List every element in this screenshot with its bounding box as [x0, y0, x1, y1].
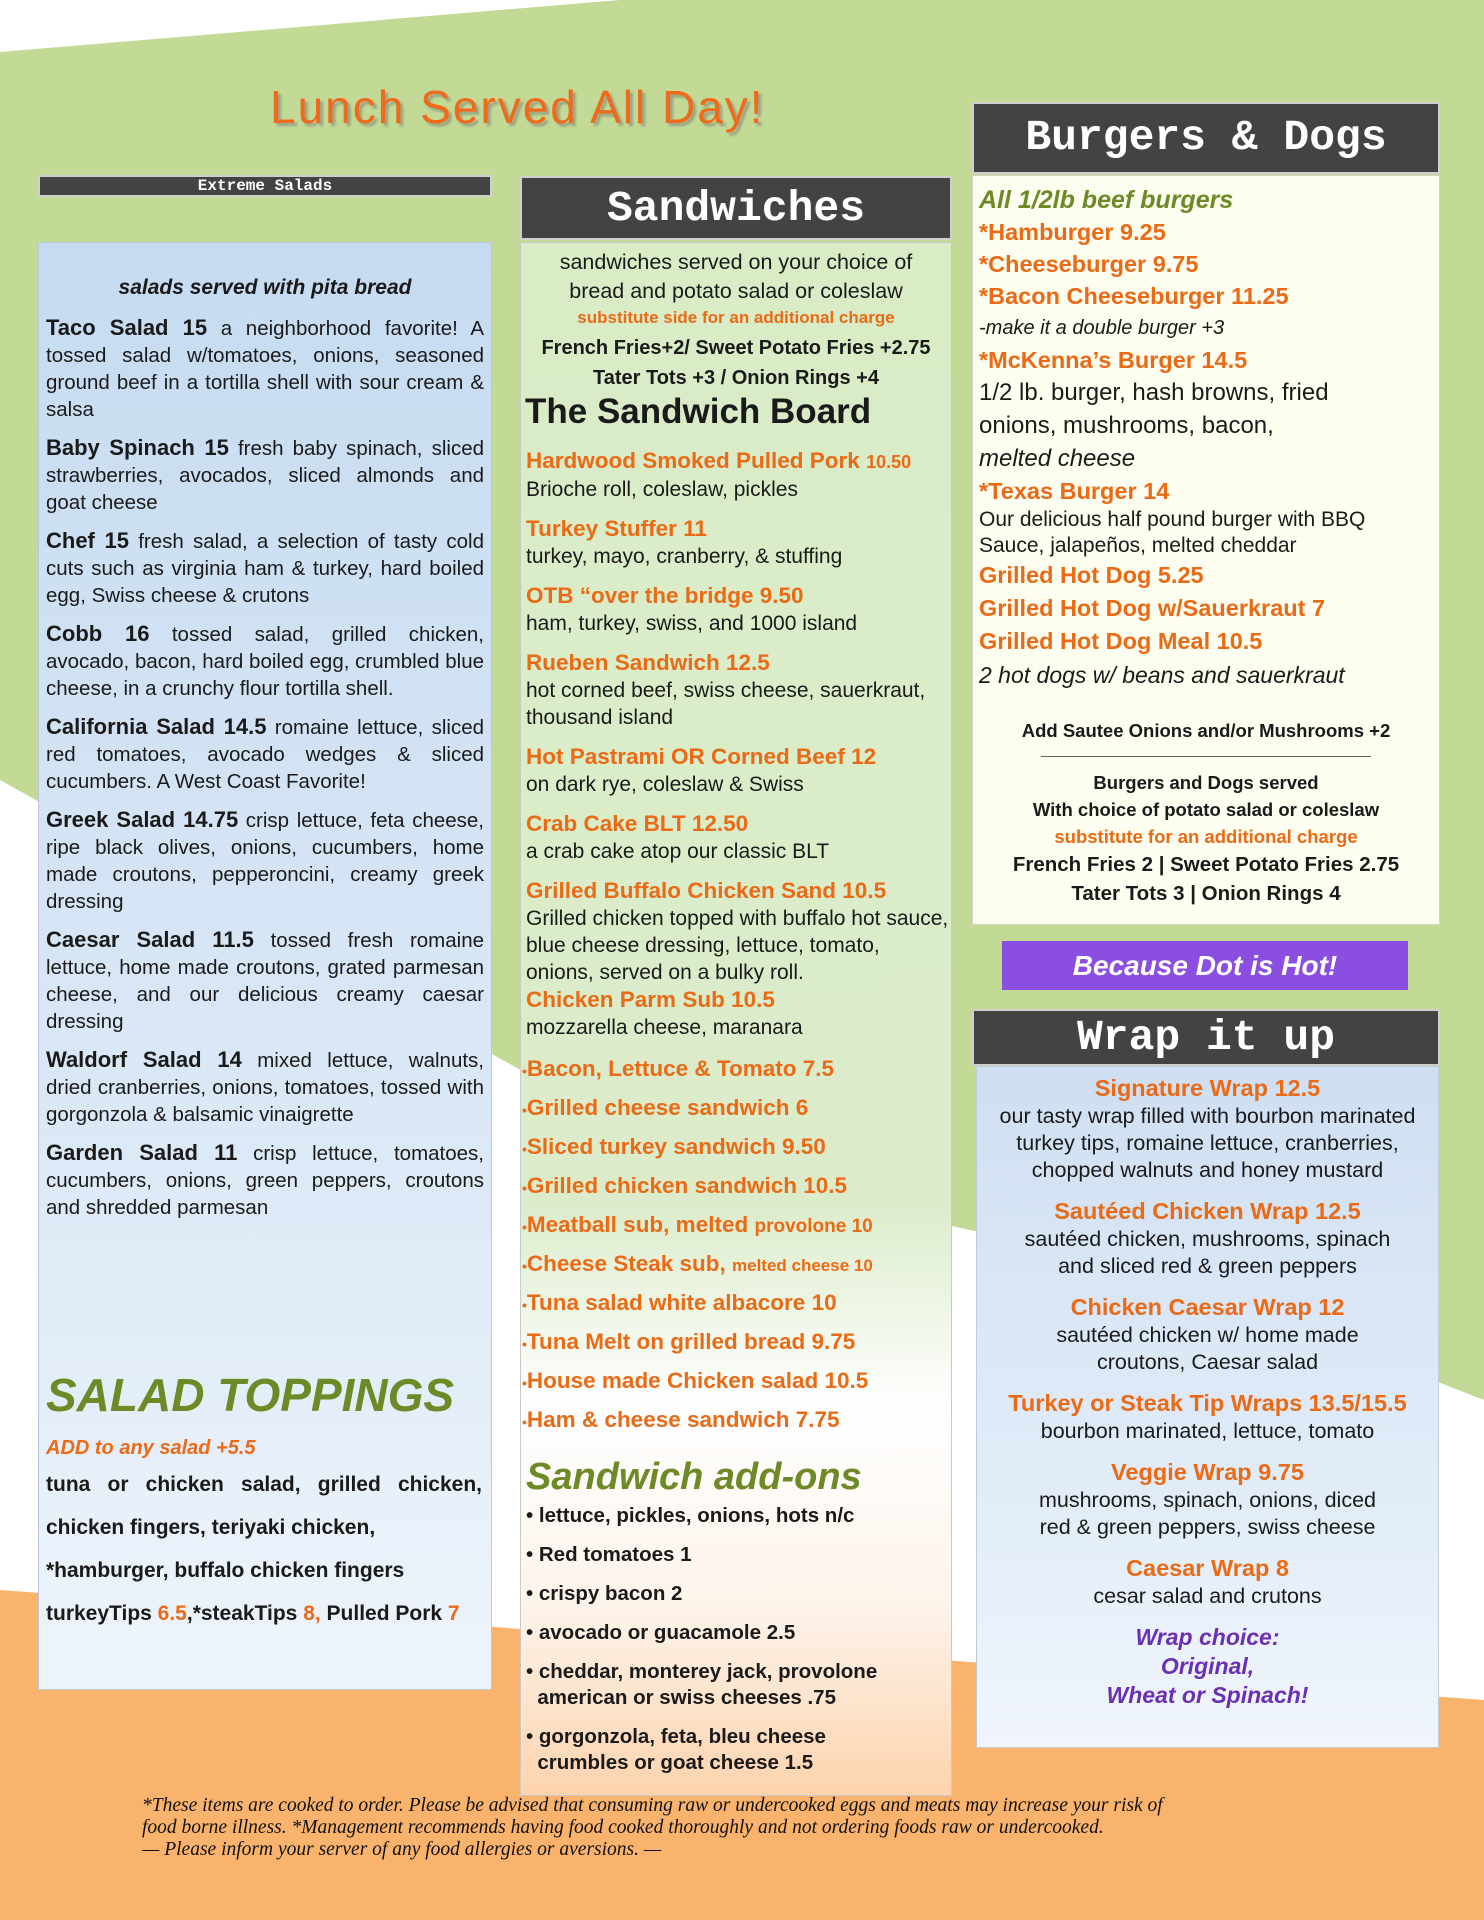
sandwiches-intro — [520, 248, 952, 306]
sandwich-title: Hardwood Smoked Pulled Pork — [526, 448, 867, 473]
salad-name: Garden Salad 11 — [46, 1140, 238, 1165]
sandwich-addons-title: Sandwich add-ons — [526, 1456, 862, 1498]
bullet-text: House made Chicken salad 10.5 — [526, 1368, 869, 1393]
bullet-text: Tuna salad white albacore 10 — [526, 1290, 837, 1315]
wrap-desc: bourbon marinated, lettuce, tomato — [1040, 1419, 1375, 1443]
sides-line: French Fries+2/ Sweet Potato Fries +2.75 — [541, 337, 931, 359]
sandwich-bullet-item: •Bacon, Lettuce & Tomato 7.5 — [522, 1056, 835, 1081]
salad-name: California Salad 14.5 — [46, 714, 267, 739]
burgers-sides: Tater Tots 3 | Onion Rings 4 — [1071, 882, 1341, 905]
sandwich-bullet-item: •House made Chicken salad 10.5 — [522, 1368, 869, 1393]
sandwich-bullet-item: •Grilled chicken sandwich 10.5 — [522, 1173, 848, 1198]
burgers-list — [979, 184, 1435, 692]
wrap-desc: cesar salad and crutons — [1093, 1584, 1322, 1608]
sandwich-item — [526, 743, 950, 798]
burgers-sides: French Fries 2 | Sweet Potato Fries 2.75 — [1012, 853, 1400, 876]
served-note: Burgers and Dogs served — [1093, 772, 1319, 793]
disclaimer-line: — Please inform your server of any food allergies or aversions. — — [142, 1839, 662, 1860]
sandwich-bullet-item: •Cheese Steak sub, melted cheese 10 — [522, 1251, 873, 1276]
sandwich-bullet-item: •Ham & cheese sandwich 7.75 — [522, 1407, 840, 1432]
burger-item: *McKenna’s Burger 14.5 — [979, 347, 1248, 373]
salad-desc: crisp lettuce, tomatoes, cucumbers, onions, green peppers, croutons and shredded parmesan — [46, 1142, 484, 1219]
sandwich-list — [526, 447, 950, 1041]
bullet-text: Meatball sub, melted — [526, 1212, 755, 1237]
wrap-desc: our tasty wrap filled with bourbon marinated turkey tips, romaine lettuce, cranberries, chopped walnuts and honey mustard — [999, 1104, 1416, 1182]
sandwich-desc: a crab cake atop our classic BLT — [526, 840, 830, 863]
topping-price: 7 — [447, 1602, 460, 1625]
salad-name: Greek Salad 14.75 — [46, 807, 239, 832]
topping-name: turkeyTips — [46, 1602, 158, 1625]
addon-item: • lettuce, pickles, onions, hots n/c — [526, 1504, 855, 1527]
salad-item — [46, 1046, 484, 1128]
wrap-desc: sautéed chicken w/ home made croutons, Caesar salad — [1056, 1323, 1359, 1374]
wrap-desc: mushrooms, spinach, onions, diced red & green peppers, swiss cheese — [1038, 1488, 1376, 1539]
topping-line-prices — [46, 1599, 482, 1642]
wrap-title: Caesar Wrap 8 — [1126, 1555, 1289, 1581]
salad-desc: fresh salad, a selection of tasty cold cuts such as virginia ham & turkey, hard boiled egg, Swiss cheese & crutons — [46, 530, 484, 607]
bullet-text: Bacon, Lettuce & Tomato 7.5 — [526, 1056, 835, 1081]
sandwich-bullet-item: •Grilled cheese sandwich 6 — [522, 1095, 809, 1120]
salad-name: Waldorf Salad 14 — [46, 1047, 242, 1072]
sandwiches-sides — [520, 333, 952, 393]
salad-desc: a neighborhood favorite! A tossed salad w/tomatoes, onions, seasoned ground beef in a tortilla shell with sour cream & salsa — [46, 317, 484, 421]
wrap-desc: sautéed chicken, mushrooms, spinach and sliced red & green peppers — [1024, 1227, 1391, 1278]
wrap-choice-line: Wheat or Spinach! — [1106, 1682, 1309, 1708]
wrap-title: Veggie Wrap 9.75 — [1111, 1459, 1304, 1485]
salad-toppings-title: SALAD TOPPINGS — [46, 1369, 455, 1421]
sandwich-item — [526, 810, 950, 865]
salad-name: Cobb 16 — [46, 621, 150, 646]
add-onions-note: Add Sautee Onions and/or Mushrooms +2 — [1021, 720, 1391, 741]
sandwich-title: OTB “over the bridge 9.50 — [526, 583, 804, 608]
salad-item — [46, 926, 484, 1035]
wrap-item — [976, 1389, 1439, 1445]
sandwich-item — [526, 649, 950, 731]
sandwich-item — [526, 582, 950, 637]
topping-name: Pulled Pork — [320, 1602, 448, 1625]
sides-line: Tater Tots +3 / Onion Rings +4 — [593, 367, 879, 389]
disclaimer-line: food borne illness. *Management recommends having food cooked thoroughly and not ordering foods raw or undercooked. — [142, 1817, 1104, 1838]
burger-item: *Bacon Cheeseburger 11.25 — [979, 283, 1289, 309]
bullet-text: Sliced turkey sandwich 9.50 — [526, 1134, 826, 1159]
salad-name: Taco Salad 15 — [46, 315, 208, 340]
salad-item — [46, 314, 484, 423]
sandwich-desc: Grilled chicken topped with buffalo hot sauce, blue cheese dressing, lettuce, tomato, onions, served on a bulky roll. — [526, 907, 949, 984]
sandwich-title: Rueben Sandwich 12.5 — [526, 650, 770, 675]
burgers-header: Burgers & Dogs — [972, 102, 1440, 174]
topping-name: ,*steakTips — [186, 1602, 304, 1625]
salad-item — [46, 527, 484, 609]
burger-desc: Our delicious half pound burger with BBQ Sauce, jalapeños, melted cheddar — [979, 508, 1366, 557]
sandwich-bullet-item: •Tuna salad white albacore 10 — [522, 1290, 837, 1315]
bullet-small-text: provolone 10 — [754, 1216, 873, 1237]
hot-dog-item: Grilled Hot Dog Meal 10.5 — [979, 628, 1263, 654]
sandwich-item — [526, 515, 950, 570]
wrap-choice-line: Original, — [1160, 1653, 1255, 1679]
wrap-title: Turkey or Steak Tip Wraps 13.5/15.5 — [1008, 1390, 1407, 1416]
sandwich-desc: ham, turkey, swiss, and 1000 island — [526, 612, 858, 635]
addon-item: • avocado or guacamole 2.5 — [526, 1621, 796, 1644]
sandwich-title: Grilled Buffalo Chicken Sand 10.5 — [526, 878, 887, 903]
salad-toppings-list — [46, 1470, 482, 1642]
lunch-served-headline: Lunch Served All Day! — [270, 81, 765, 133]
salad-list — [46, 314, 484, 1232]
salad-item — [46, 620, 484, 702]
salad-name: Baby Spinach 15 — [46, 435, 229, 460]
salad-item — [46, 713, 484, 795]
sandwich-board-title: The Sandwich Board — [525, 392, 872, 431]
addon-item: • Red tomatoes 1 — [526, 1543, 692, 1566]
salad-toppings-add: ADD to any salad +5.5 — [46, 1437, 256, 1459]
wrap-item — [976, 1197, 1439, 1280]
sandwich-title: Hot Pastrami OR Corned Beef 12 — [526, 744, 877, 769]
burger-item: *Hamburger 9.25 — [979, 219, 1166, 245]
salad-item — [46, 1139, 484, 1221]
topping-price: 8, — [303, 1602, 321, 1625]
salad-desc: crisp lettuce, feta cheese, ripe black olives, onions, cucumbers, home made croutons, pepperoncini, creamy greek dressing — [46, 809, 484, 913]
salad-desc: romaine lettuce, sliced red tomatoes, avocado wedges & sliced cucumbers. A West Coast Favorite! — [46, 716, 485, 793]
wraps-list — [976, 1074, 1439, 1710]
sandwich-desc: mozzarella cheese, maranara — [526, 1016, 803, 1039]
sandwich-price: 10.50 — [866, 452, 912, 472]
sandwich-bullet-item: •Tuna Melt on grilled bread 9.75 — [522, 1329, 856, 1354]
topping-price: 6.5 — [157, 1602, 187, 1625]
sandwich-title: Turkey Stuffer 11 — [526, 516, 707, 541]
sandwich-desc: on dark rye, coleslaw & Swiss — [526, 773, 804, 796]
intro-line: sandwiches served on your choice of — [559, 250, 913, 274]
salad-desc: tossed salad, grilled chicken, avocado, bacon, hard boiled egg, crumbled blue cheese, in a crunchy flour tortilla shell. — [46, 623, 485, 700]
wrap-choice-line: Wrap choice: — [1135, 1624, 1280, 1650]
sandwich-addons-list — [526, 1503, 950, 1789]
divider — [1041, 756, 1371, 757]
wrap-choice — [976, 1623, 1439, 1710]
salad-item — [46, 434, 484, 516]
wrap-title: Signature Wrap 12.5 — [1094, 1075, 1321, 1101]
sandwiches-header: Sandwiches — [520, 176, 952, 240]
burger-desc: onions, mushrooms, bacon, — [979, 412, 1274, 439]
sandwich-title: Chicken Parm Sub 10.5 — [526, 987, 775, 1012]
salad-desc: fresh baby spinach, sliced strawberries, avocados, sliced almonds and goat cheese — [46, 437, 484, 514]
hot-dog-item: Grilled Hot Dog 5.25 — [979, 562, 1204, 588]
sandwich-desc: Brioche roll, coleslaw, pickles — [526, 478, 798, 501]
bullet-text: Cheese Steak sub, — [526, 1251, 732, 1276]
wrap-item — [976, 1554, 1439, 1610]
salad-desc: tossed fresh romaine lettuce, home made croutons, grated parmesan cheese, and our delicious creamy caesar dressing — [46, 929, 485, 1033]
salads-note: salads served with pita bread — [118, 276, 412, 299]
bullet-text: Grilled chicken sandwich 10.5 — [526, 1173, 848, 1198]
wrap-item — [976, 1293, 1439, 1376]
topping-line: tuna or chicken salad, grilled chicken, — [46, 1473, 482, 1496]
sandwich-item — [526, 986, 950, 1041]
burgers-intro: All 1/2lb beef burgers — [979, 186, 1234, 214]
salad-name: Caesar Salad 11.5 — [46, 927, 254, 952]
sandwich-desc: turkey, mayo, cranberry, & stuffing — [526, 545, 843, 568]
sandwiches-substitute: substitute side for an additional charge — [577, 308, 895, 327]
sandwich-bullet-item: •Sliced turkey sandwich 9.50 — [522, 1134, 826, 1159]
sandwich-item — [526, 877, 950, 986]
double-burger-note: -make it a double burger +3 — [979, 317, 1225, 339]
addon-item: • gorgonzola, feta, bleu cheese crumbles or goat cheese 1.5 — [526, 1725, 826, 1774]
topping-line: chicken fingers, teriyaki chicken, — [46, 1516, 376, 1539]
topping-line: *hamburger, buffalo chicken fingers — [46, 1559, 405, 1582]
hot-dog-item: Grilled Hot Dog w/Sauerkraut 7 — [979, 595, 1326, 621]
disclaimer-line: *These items are cooked to order. Please be advised that consuming raw or undercooked eggs and meats may increase your risk of — [142, 1795, 1163, 1816]
intro-line: bread and potato salad or coleslaw — [569, 279, 903, 303]
wrap-title: Chicken Caesar Wrap 12 — [1070, 1294, 1345, 1320]
addon-item: • crispy bacon 2 — [526, 1582, 683, 1605]
salad-item — [46, 806, 484, 915]
served-note: With choice of potato salad or coleslaw — [1032, 799, 1380, 820]
sandwich-bullet-item: •Meatball sub, melted provolone 10 — [522, 1212, 873, 1237]
sandwich-bullet-list — [522, 1054, 950, 1444]
salad-name: Chef 15 — [46, 528, 129, 553]
dot-is-hot-banner: Because Dot is Hot! — [1002, 941, 1408, 990]
wrap-item — [976, 1458, 1439, 1541]
salads-header: Extreme Salads — [38, 175, 492, 197]
burger-item: *Texas Burger 14 — [979, 478, 1170, 504]
bullet-text: Tuna Melt on grilled bread 9.75 — [526, 1329, 856, 1354]
wrap-title: Sautéed Chicken Wrap 12.5 — [1054, 1198, 1361, 1224]
hot-dog-desc: 2 hot dogs w/ beans and sauerkraut — [979, 662, 1345, 688]
bullet-small-text: melted cheese 10 — [732, 1256, 873, 1275]
addon-item: • cheddar, monterey jack, provolone american or swiss cheeses .75 — [526, 1660, 878, 1709]
wrap-item — [976, 1074, 1439, 1184]
sandwich-desc: hot corned beef, swiss cheese, sauerkraut, thousand island — [526, 679, 926, 729]
sandwich-title: Crab Cake BLT 12.50 — [526, 811, 749, 836]
burger-desc: melted cheese — [979, 445, 1136, 472]
food-safety-disclaimer — [142, 1795, 1382, 1861]
bullet-text: Ham & cheese sandwich 7.75 — [526, 1407, 840, 1432]
burgers-notes — [972, 720, 1440, 908]
burgers-substitute: substitute for an additional charge — [1054, 826, 1358, 847]
burger-desc: 1/2 lb. burger, hash browns, fried — [979, 379, 1329, 406]
burger-item: *Cheeseburger 9.75 — [979, 251, 1199, 277]
bullet-text: Grilled cheese sandwich 6 — [526, 1095, 809, 1120]
salad-desc: mixed lettuce, walnuts, dried cranberries, onions, tomatoes, tossed with gorgonzola & balsamic vinaigrette — [46, 1049, 484, 1126]
wraps-header: Wrap it up — [972, 1009, 1440, 1066]
sandwich-item — [526, 447, 950, 503]
